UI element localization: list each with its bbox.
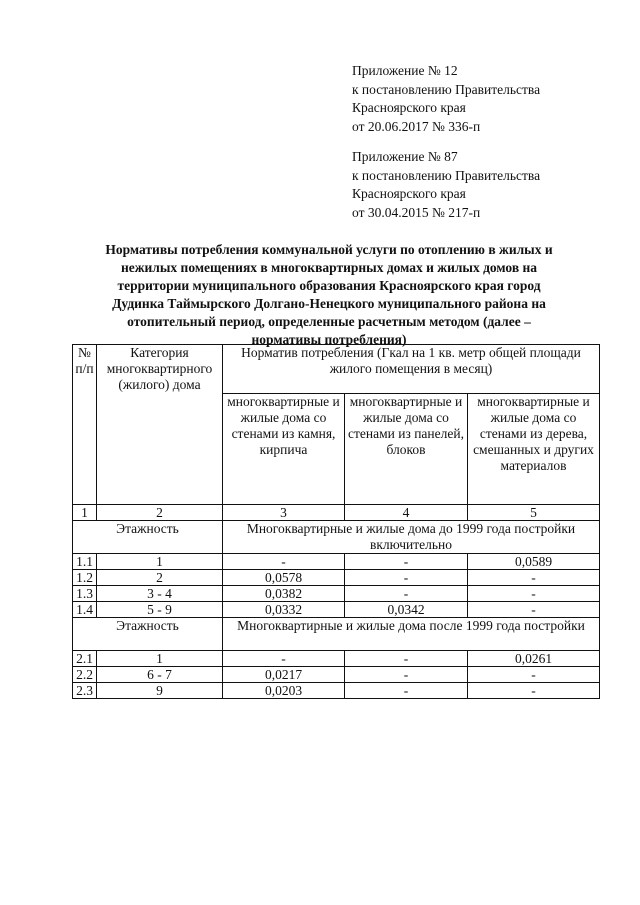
column-numbers-row [73,505,600,521]
title-line: нежилых помещениях в многоквартирных домах и жилых домов на [120,260,538,275]
row-value-stone: - [223,651,345,667]
row-value-panel: - [345,651,468,667]
table-row [73,683,600,699]
row-value-stone: 0,0382 [223,586,345,602]
row-value-stone: 0,0217 [223,667,345,683]
table-row [73,586,600,602]
row-number: 2.1 [73,651,97,667]
appendix-resolution: к постановлению Правительства [352,81,541,97]
column-number: 5 [468,505,600,521]
row-value-panel: - [345,667,468,683]
row-value-panel: - [345,683,468,699]
section-header-row [73,521,600,554]
row-number: 1.3 [73,586,97,602]
row-number: 1.4 [73,602,97,618]
table-row [73,602,600,618]
appendix-resolution: к постановлению Правительства [352,167,541,183]
document-title [60,241,598,349]
header-panel-block: многоквартирные и жилые дома со стенами из панелей, блоков [345,394,468,505]
row-number: 2.2 [73,667,97,683]
title-line: территории муниципального образования Красноярского края город [117,278,541,293]
row-floors: 3 - 4 [97,586,223,602]
header-number: № п/п [73,345,97,505]
header-category: Категория многоквартирного (жилого) дома [97,345,223,505]
title-line: Нормативы потребления коммунальной услуги по отоплению в жилых и [105,242,553,257]
row-floors: 6 - 7 [97,667,223,683]
row-value-panel: - [345,554,468,570]
section-floors-label: Этажность [73,618,223,651]
row-value-wood: - [468,586,600,602]
appendix-date: от 20.06.2017 № 336-п [352,118,481,134]
section-title: Многоквартирные и жилые дома после 1999 года постройки [223,618,600,651]
appendix-date: от 30.04.2015 № 217-п [352,204,481,220]
row-value-panel: - [345,586,468,602]
row-floors: 9 [97,683,223,699]
norms-table [72,344,600,699]
row-value-panel: - [345,570,468,586]
row-floors: 1 [97,651,223,667]
column-number: 4 [345,505,468,521]
appendix-number: Приложение № 87 [352,149,458,164]
table-row [73,667,600,683]
appendix-region: Красноярского края [352,186,466,201]
row-value-stone: 0,0203 [223,683,345,699]
row-value-wood: - [468,602,600,618]
column-number: 2 [97,505,223,521]
appendix-region: Красноярского края [352,100,466,115]
row-value-stone: 0,0578 [223,570,345,586]
row-number: 1.2 [73,570,97,586]
header-stone-brick: многоквартирные и жилые дома со стенами из камня, кирпича [223,394,345,505]
column-number: 1 [73,505,97,521]
table-header-row [73,345,600,394]
row-value-stone: 0,0332 [223,602,345,618]
row-floors: 5 - 9 [97,602,223,618]
title-line: отопительный период, определенные расчетным методом (далее – [127,314,531,329]
row-value-stone: - [223,554,345,570]
appendix-reference-2 [352,148,540,222]
section-floors-label: Этажность [73,521,223,554]
section-title: Многоквартирные и жилые дома до 1999 года постройки включительно [223,521,600,554]
section-header-row [73,618,600,651]
appendix-reference-1 [352,62,540,136]
row-value-wood: 0,0261 [468,651,600,667]
title-line: Дудинка Таймырского Долгано-Ненецкого муниципального района на [112,296,546,311]
row-value-wood: 0,0589 [468,554,600,570]
row-value-panel: 0,0342 [345,602,468,618]
title-line: нормативы потребления) [251,332,407,347]
row-number: 1.1 [73,554,97,570]
row-value-wood: - [468,683,600,699]
row-value-wood: - [468,570,600,586]
row-number: 2.3 [73,683,97,699]
column-number: 3 [223,505,345,521]
appendix-number: Приложение № 12 [352,63,458,78]
header-norm: Норматив потребления (Гкал на 1 кв. метр общей площади жилого помещения в месяц) [223,345,600,394]
row-value-wood: - [468,667,600,683]
table-row [73,651,600,667]
header-wood-mixed: многоквартирные и жилые дома со стенами из дерева, смешанных и других материалов [468,394,600,505]
table-row [73,554,600,570]
row-floors: 1 [97,554,223,570]
table-row [73,570,600,586]
row-floors: 2 [97,570,223,586]
